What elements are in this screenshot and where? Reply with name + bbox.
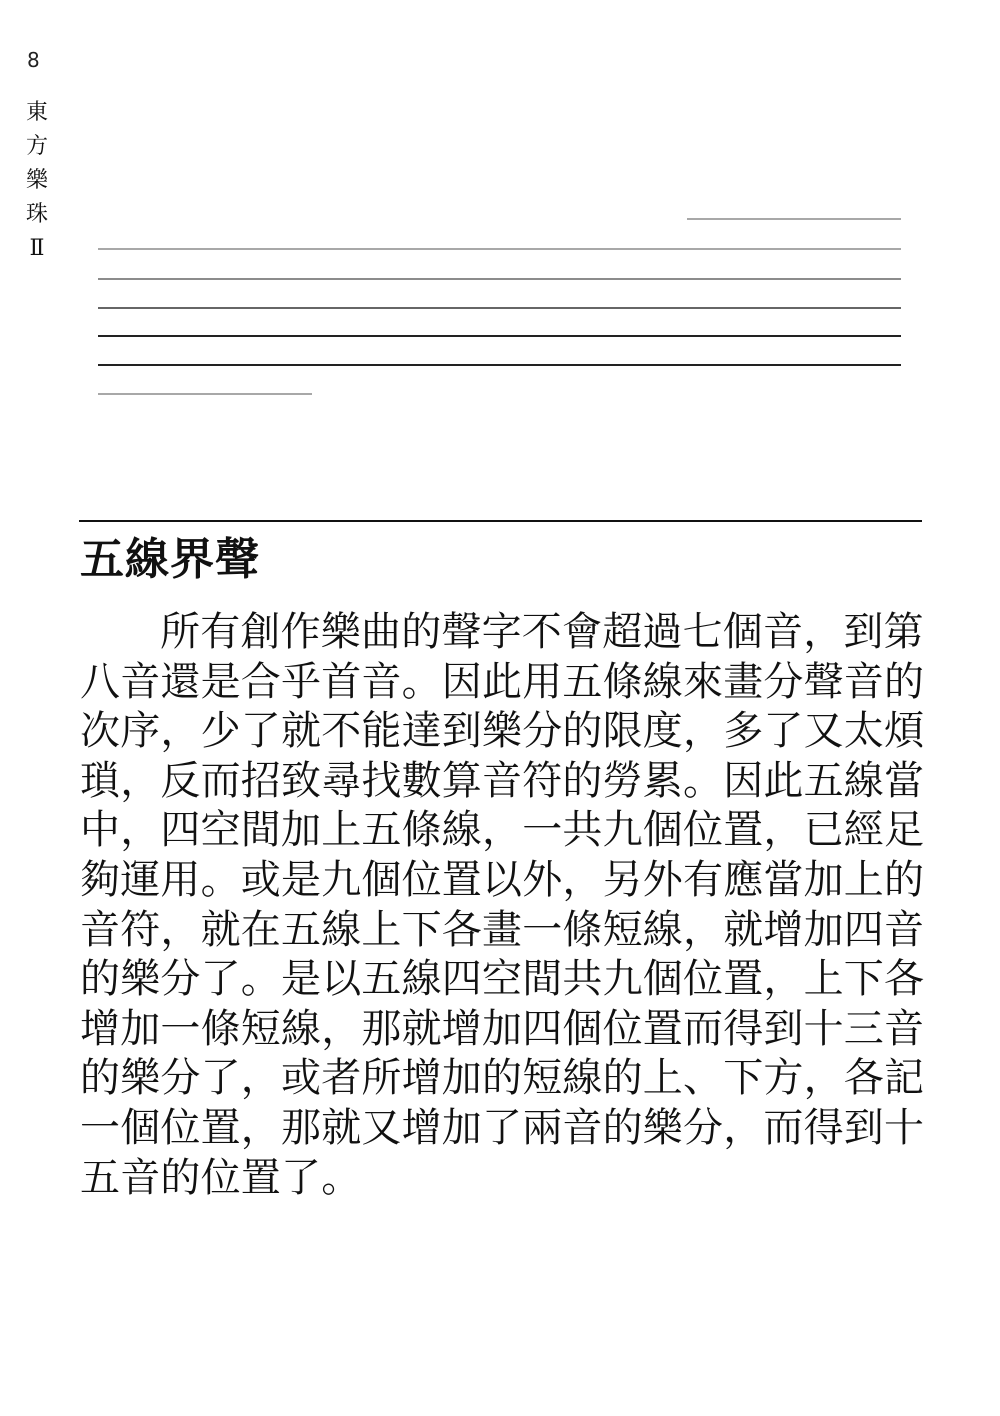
book-title-char: 樂 bbox=[25, 168, 48, 193]
section-divider bbox=[79, 520, 922, 522]
paragraph-line: 一個位置，那就又增加了兩音的樂分，而得到十 bbox=[80, 1104, 925, 1151]
paragraph-line: 次序，少了就不能達到樂分的限度，多了又太煩 bbox=[80, 708, 925, 755]
staff-line bbox=[98, 307, 901, 309]
staff-diagram bbox=[0, 0, 1000, 420]
paragraph-line: 所有創作樂曲的聲字不會超過七個音，到第 bbox=[160, 609, 924, 655]
ledger-line-below bbox=[98, 393, 312, 395]
paragraph-line: 夠運用。或是九個位置以外，另外有應當加上的 bbox=[80, 856, 925, 903]
paragraph-line: 的樂分了，或者所增加的短線的上、下方，各記 bbox=[80, 1055, 925, 1102]
book-title-char: 方 bbox=[25, 134, 48, 159]
staff-line bbox=[98, 248, 901, 250]
paragraph-line: 五音的位置了。 bbox=[80, 1154, 362, 1201]
paragraph-line: 音符，就在五線上下各畫一條短線，就增加四音 bbox=[80, 906, 925, 953]
ledger-line-above bbox=[687, 218, 901, 220]
paragraph-line: 的樂分了。是以五線四空間共九個位置，上下各 bbox=[80, 956, 925, 1003]
paragraph-line: 八音還是合乎首音。因此用五條線來畫分聲音的 bbox=[80, 658, 925, 705]
book-title-char: 東 bbox=[25, 100, 48, 125]
staff-line bbox=[98, 335, 901, 337]
paragraph-line: 瑣，反而招致尋找數算音符的勞累。因此五線當 bbox=[80, 757, 925, 804]
body-paragraph bbox=[80, 608, 924, 1203]
section-title: 五線界聲 bbox=[80, 534, 260, 585]
book-title-char: Ⅱ bbox=[29, 236, 45, 261]
staff-line bbox=[98, 364, 901, 366]
paragraph-line: 增加一條短線，那就增加四個位置而得到十三音 bbox=[80, 1005, 925, 1052]
page-number: 8 bbox=[27, 48, 40, 72]
book-title-char: 珠 bbox=[25, 202, 48, 227]
paragraph-line: 中，四空間加上五條線，一共九個位置，已經足 bbox=[80, 807, 925, 854]
staff-line bbox=[98, 278, 901, 280]
